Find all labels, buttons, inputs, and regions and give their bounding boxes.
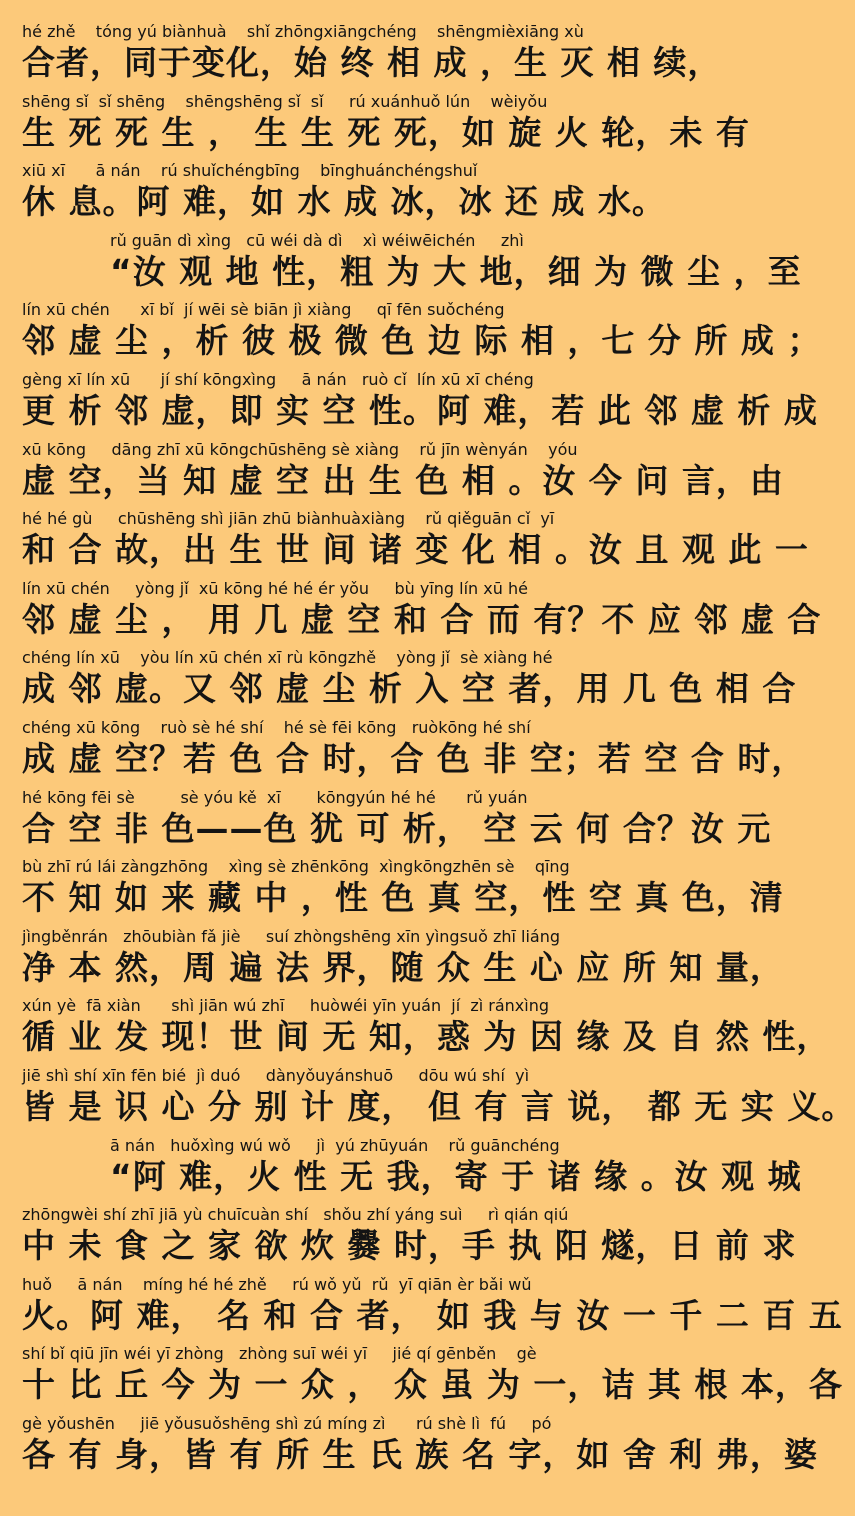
- text-line: [22, 578, 822, 649]
- pinyin-row: chéng xū kōng ruò sè hé shí hé sè fēi kōng ruòkōng hé shí: [22, 717, 531, 737]
- text-line: [22, 161, 702, 231]
- text-line: [22, 1135, 802, 1206]
- pinyin-row: bù zhī rú lái zàngzhōng xìng sè zhēnkōng xìngkōngzhēn sè qīng: [22, 857, 570, 877]
- hanzi-row: 虚 空，当 知 虚 空 出 生 色 相 。汝 今 问 言，由: [22, 460, 784, 500]
- hanzi-row: “阿 难，火 性 无 我，寄 于 诸 缘 。汝 观 城: [110, 1156, 802, 1196]
- text-line: [22, 926, 784, 997]
- hanzi-row: 各 有 身，皆 有 所 生 氏 族 名 字，如 舍 利 弗，婆: [22, 1434, 818, 1474]
- hanzi-row: 合 空 非 色——色 犹 可 析， 空 云 何 合？汝 元: [22, 808, 772, 848]
- pinyin-row: shēng sǐ sǐ shēng shēngshēng sǐ sǐ rú xuánhuǒ lún wèiyǒu: [22, 91, 548, 111]
- pinyin-row: gè yǒushēn jiē yǒusuǒshēng shì zú míng zì rú shè lì fú pó: [22, 1413, 552, 1433]
- hanzi-row: 更 析 邻 虚，即 实 空 性。阿 难，若 此 邻 虚 析 成: [22, 390, 818, 430]
- text-line: [22, 91, 750, 162]
- pinyin-row: hé kōng fēi sè sè yóu kě xī kōngyún hé hé rǔ yuán: [22, 787, 528, 807]
- text-line: [22, 300, 822, 370]
- text-line: [22, 717, 806, 788]
- pinyin-row: gèng xī lín xū jí shí kōngxìng ā nán ruò cǐ lín xū xī chéng: [22, 369, 534, 389]
- pinyin-row: xiū xī ā nán rú shuǐchéngbīng bīnghuánchéngshuǐ: [22, 161, 478, 181]
- hanzi-row: 不 知 如 来 藏 中 ，性 色 真 空，性 空 真 色，清: [22, 878, 784, 918]
- text-line: [22, 439, 784, 510]
- pinyin-row: rǔ guān dì xìng cū wéi dà dì xì wéiwēichén zhì: [110, 230, 524, 250]
- hanzi-row: 合者，同于变化，始 终 相 成 ，生 灭 相 续，: [22, 43, 722, 82]
- pinyin-row: chéng lín xū yòu lín xū chén xī rù kōngzhě yòng jǐ sè xiàng hé: [22, 648, 553, 668]
- text-line: [22, 996, 831, 1066]
- text-line: [22, 1344, 843, 1414]
- pinyin-row: shí bǐ qiū jīn wéi yī zhòng zhòng suī wéi yī jié qí gēnběn gè: [22, 1344, 537, 1364]
- pinyin-row: xū kōng dāng zhī xū kōngchūshēng sè xiàng rǔ jīn wènyán yóu: [22, 439, 578, 459]
- text-line: [22, 1205, 797, 1275]
- text-line: [22, 230, 802, 301]
- hanzi-row: 十 比 丘 今 为 一 众 ， 众 虽 为 一，诘 其 根 本，各: [22, 1365, 843, 1405]
- text-line: [22, 369, 818, 440]
- hanzi-row: “汝 观 地 性，粗 为 大 地，细 为 微 尘 ，至: [110, 251, 802, 291]
- text-line: [22, 1065, 855, 1136]
- text-line: [22, 1413, 818, 1484]
- pinyin-row: huǒ ā nán míng hé hé zhě rú wǒ yǔ rǔ yī qiān èr bǎi wǔ: [22, 1274, 532, 1294]
- hanzi-row: 净 本 然，周 遍 法 界，随 众 生 心 应 所 知 量，: [22, 947, 784, 987]
- pinyin-row: xún yè fā xiàn shì jiān wú zhī huòwéi yīn yuán jí zì ránxìng: [22, 996, 549, 1016]
- text-line: [22, 22, 722, 92]
- pinyin-row: hé hé gù chūshēng shì jiān zhū biànhuàxiàng rǔ qiěguān cǐ yī: [22, 509, 555, 529]
- text-line: [22, 857, 784, 927]
- hanzi-row: 火。阿 难， 名 和 合 者， 如 我 与 汝 一 千 二 百 五: [22, 1295, 843, 1335]
- hanzi-row: 成 虚 空？若 色 合 时，合 色 非 空；若 空 合 时，: [22, 738, 806, 778]
- text-line: [22, 787, 772, 858]
- pinyin-row: jiē shì shí xīn fēn bié jì duó dànyǒuyánshuō dōu wú shí yì: [22, 1065, 530, 1085]
- hanzi-row: 生 死 死 生 ， 生 生 死 死，如 旋 火 轮，未 有: [22, 112, 750, 152]
- hanzi-row: 中 未 食 之 家 欲 炊 爨 时，手 执 阳 燧，日 前 求: [22, 1226, 797, 1266]
- hanzi-row: 循 业 发 现！世 间 无 知，惑 为 因 缘 及 自 然 性，: [22, 1017, 831, 1057]
- pinyin-row: lín xū chén xī bǐ jí wēi sè biān jì xiàng qī fēn suǒchéng: [22, 300, 505, 320]
- hanzi-row: 和 合 故，出 生 世 间 诸 变 化 相 。汝 且 观 此 一: [22, 530, 809, 570]
- pinyin-row: ā nán huǒxìng wú wǒ jì yú zhūyuán rǔ guānchéng: [110, 1135, 560, 1155]
- hanzi-row: 成 邻 虚。又 邻 虚 尘 析 入 空 者，用 几 色 相 合: [22, 669, 797, 709]
- pinyin-row: zhōngwèi shí zhī jiā yù chuīcuàn shí shǒu zhí yáng suì rì qián qiú: [22, 1205, 569, 1225]
- pinyin-row: hé zhě tóng yú biànhuà shǐ zhōngxiāngchéng shēngmièxiāng xù: [22, 22, 584, 41]
- hanzi-row: 休 息。阿 难，如 水 成 冰，冰 还 成 水。: [22, 182, 666, 222]
- hanzi-row: 邻 虚 尘 ，析 彼 极 微 色 边 际 相 ，七 分 所 成 ；: [22, 321, 822, 361]
- pinyin-row: jìngběnrán zhōubiàn fǎ jiè suí zhòngshēng xīn yìngsuǒ zhī liáng: [22, 926, 560, 946]
- hanzi-row: 皆 是 识 心 分 别 计 度， 但 有 言 说， 都 无 实 义。: [22, 1086, 855, 1126]
- text-line: [22, 1274, 843, 1345]
- hanzi-row: 邻 虚 尘 ， 用 几 虚 空 和 合 而 有？不 应 邻 虚 合: [22, 599, 822, 639]
- pinyin-row: lín xū chén yòng jǐ xū kōng hé hé ér yǒu bù yīng lín xū hé: [22, 578, 528, 598]
- text-line: [22, 648, 797, 718]
- text-line: [22, 509, 809, 579]
